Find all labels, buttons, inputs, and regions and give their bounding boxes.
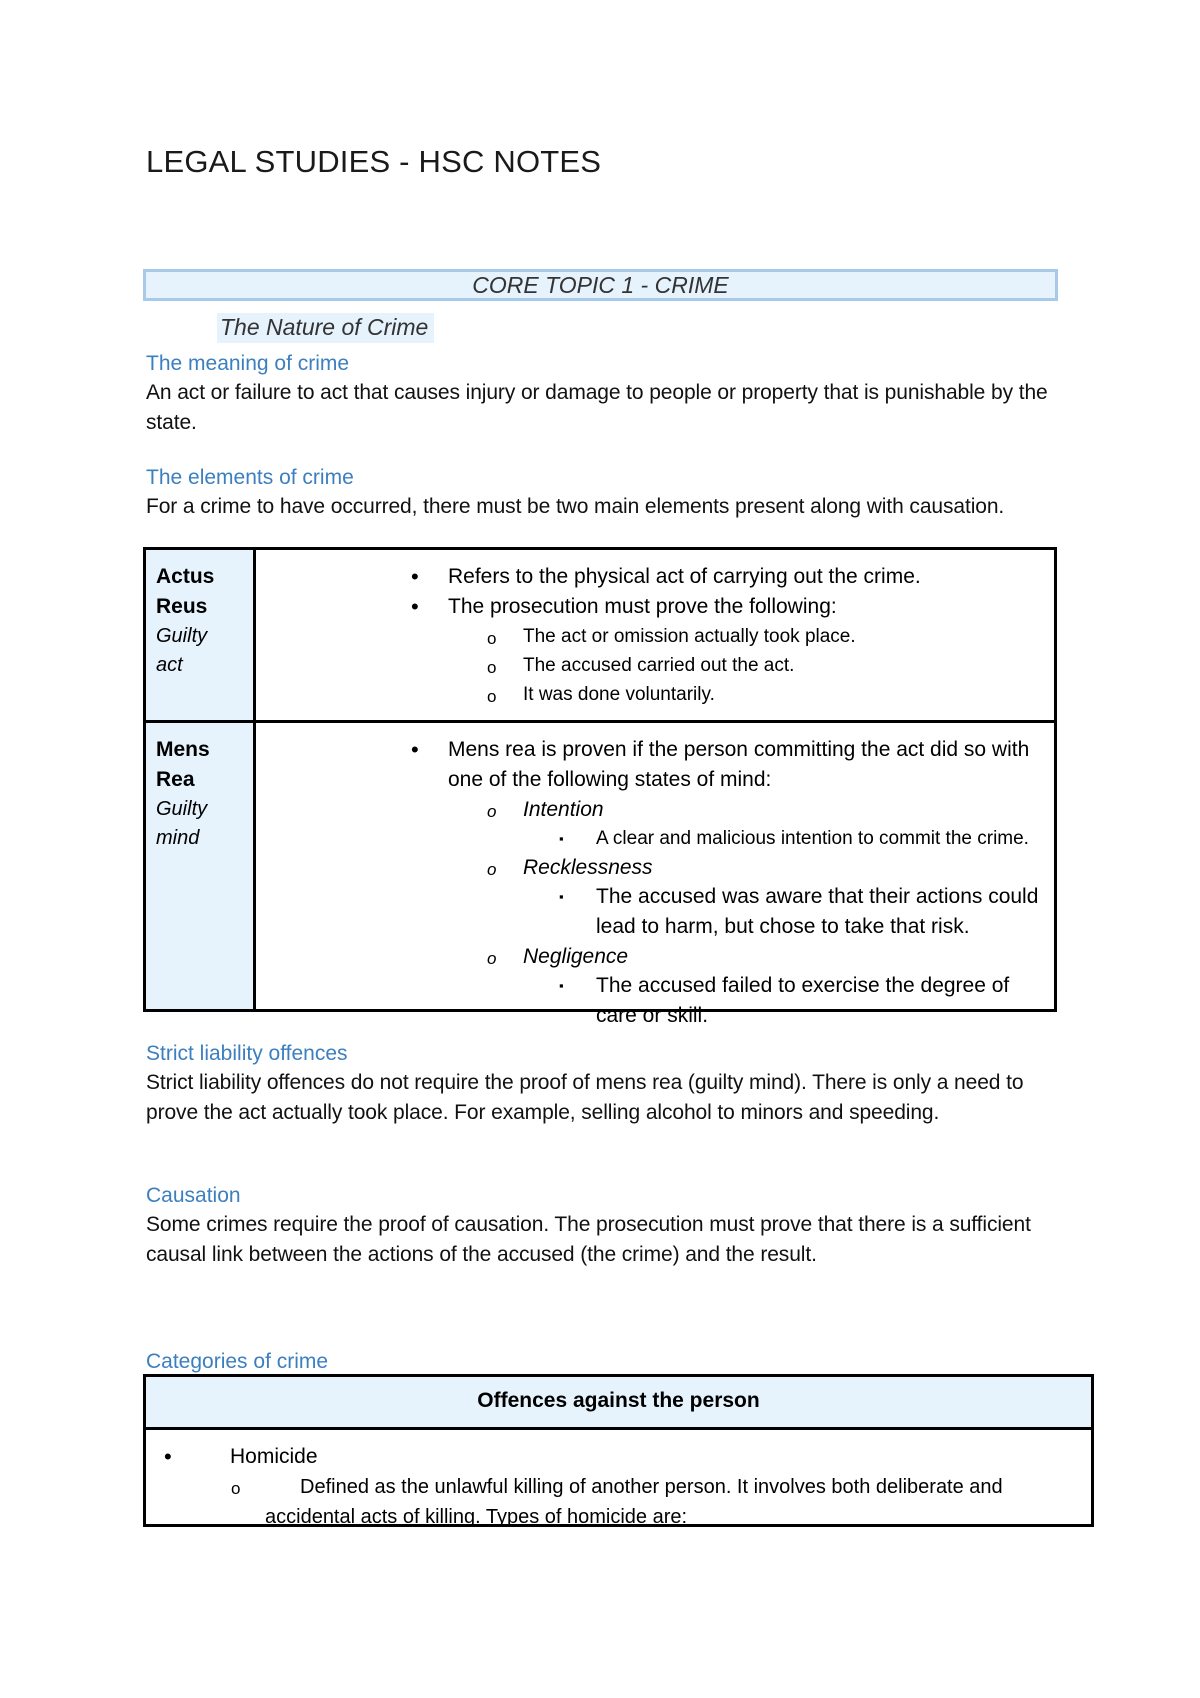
- list-item: o It was done voluntarily.: [256, 680, 1044, 709]
- list-item: ▪ The accused failed to exercise the degree of care or skill.: [256, 971, 1044, 1031]
- list-item: • Mens rea is proven if the person committing the act did so with one of the following states of mind:: [256, 735, 1044, 795]
- elements-heading: The elements of crime: [146, 466, 354, 489]
- strict-liability-heading: Strict liability offences: [146, 1042, 348, 1065]
- document-title: LEGAL STUDIES - HSC NOTES: [146, 144, 602, 179]
- list-item: • Refers to the physical act of carrying out the crime.: [256, 562, 1044, 592]
- list-item: • Homicide: [146, 1442, 1071, 1472]
- actus-reus-term: Actus Reus: [156, 565, 215, 618]
- categories-heading: Categories of crime: [146, 1350, 329, 1373]
- list-item: o The accused carried out the act.: [256, 651, 1044, 680]
- actus-reus-content: [256, 550, 1054, 720]
- mens-rea-gloss: Guilty mind: [156, 798, 208, 849]
- subtopic-heading: The Nature of Crime: [217, 313, 434, 343]
- meaning-text: An act or failure to act that causes injury or damage to people or property that is punishable by the state.: [146, 381, 1048, 434]
- actus-reus-row: [146, 550, 1054, 720]
- mens-rea-row: [146, 720, 1054, 1027]
- list-item: ▪ The accused was aware that their actions could lead to harm, but chose to take that risk.: [256, 882, 1044, 942]
- elements-text: For a crime to have occurred, there must be two main elements present along with causation.: [146, 495, 1005, 518]
- list-item: o Recklessness: [256, 853, 1044, 882]
- mens-rea-term: Mens Rea: [156, 738, 210, 791]
- categories-table-body: [146, 1430, 1091, 1528]
- categories-table-header: Offences against the person: [146, 1377, 1091, 1430]
- mens-rea-label-cell: [146, 723, 256, 1009]
- topic-banner: CORE TOPIC 1 - CRIME: [143, 269, 1058, 301]
- list-item: o Intention: [256, 795, 1044, 824]
- list-item: ▪ A clear and malicious intention to commit the crime.: [256, 824, 1044, 853]
- list-item: • The prosecution must prove the following:: [256, 592, 1044, 622]
- actus-reus-label-cell: [146, 550, 256, 720]
- list-item: [146, 1472, 1071, 1532]
- meaning-heading: The meaning of crime: [146, 352, 350, 375]
- strict-liability-text: Strict liability offences do not require the proof of mens rea (guilty mind). There is only a need to prove the act actually took place. For example, selling alcohol to minors and speeding.: [146, 1071, 1024, 1124]
- homicide-definition-line1: Defined as the unlawful killing of another person. It involves both deliberate and: [300, 1476, 1003, 1498]
- elements-table: [143, 547, 1057, 1027]
- homicide-definition-line2: accidental acts of killing. Types of homicide are:: [265, 1506, 688, 1528]
- list-item: o The act or omission actually took place.: [256, 622, 1044, 651]
- causation-text: Some crimes require the proof of causation. The prosecution must prove that there is a sufficient causal link between the actions of the accused (the crime) and the result.: [146, 1213, 1031, 1266]
- mens-rea-content: [256, 723, 1054, 1027]
- actus-reus-gloss: Guilty act: [156, 625, 208, 676]
- list-item: o Negligence: [256, 942, 1044, 971]
- causation-heading: Causation: [146, 1184, 241, 1207]
- categories-table: [143, 1374, 1094, 1527]
